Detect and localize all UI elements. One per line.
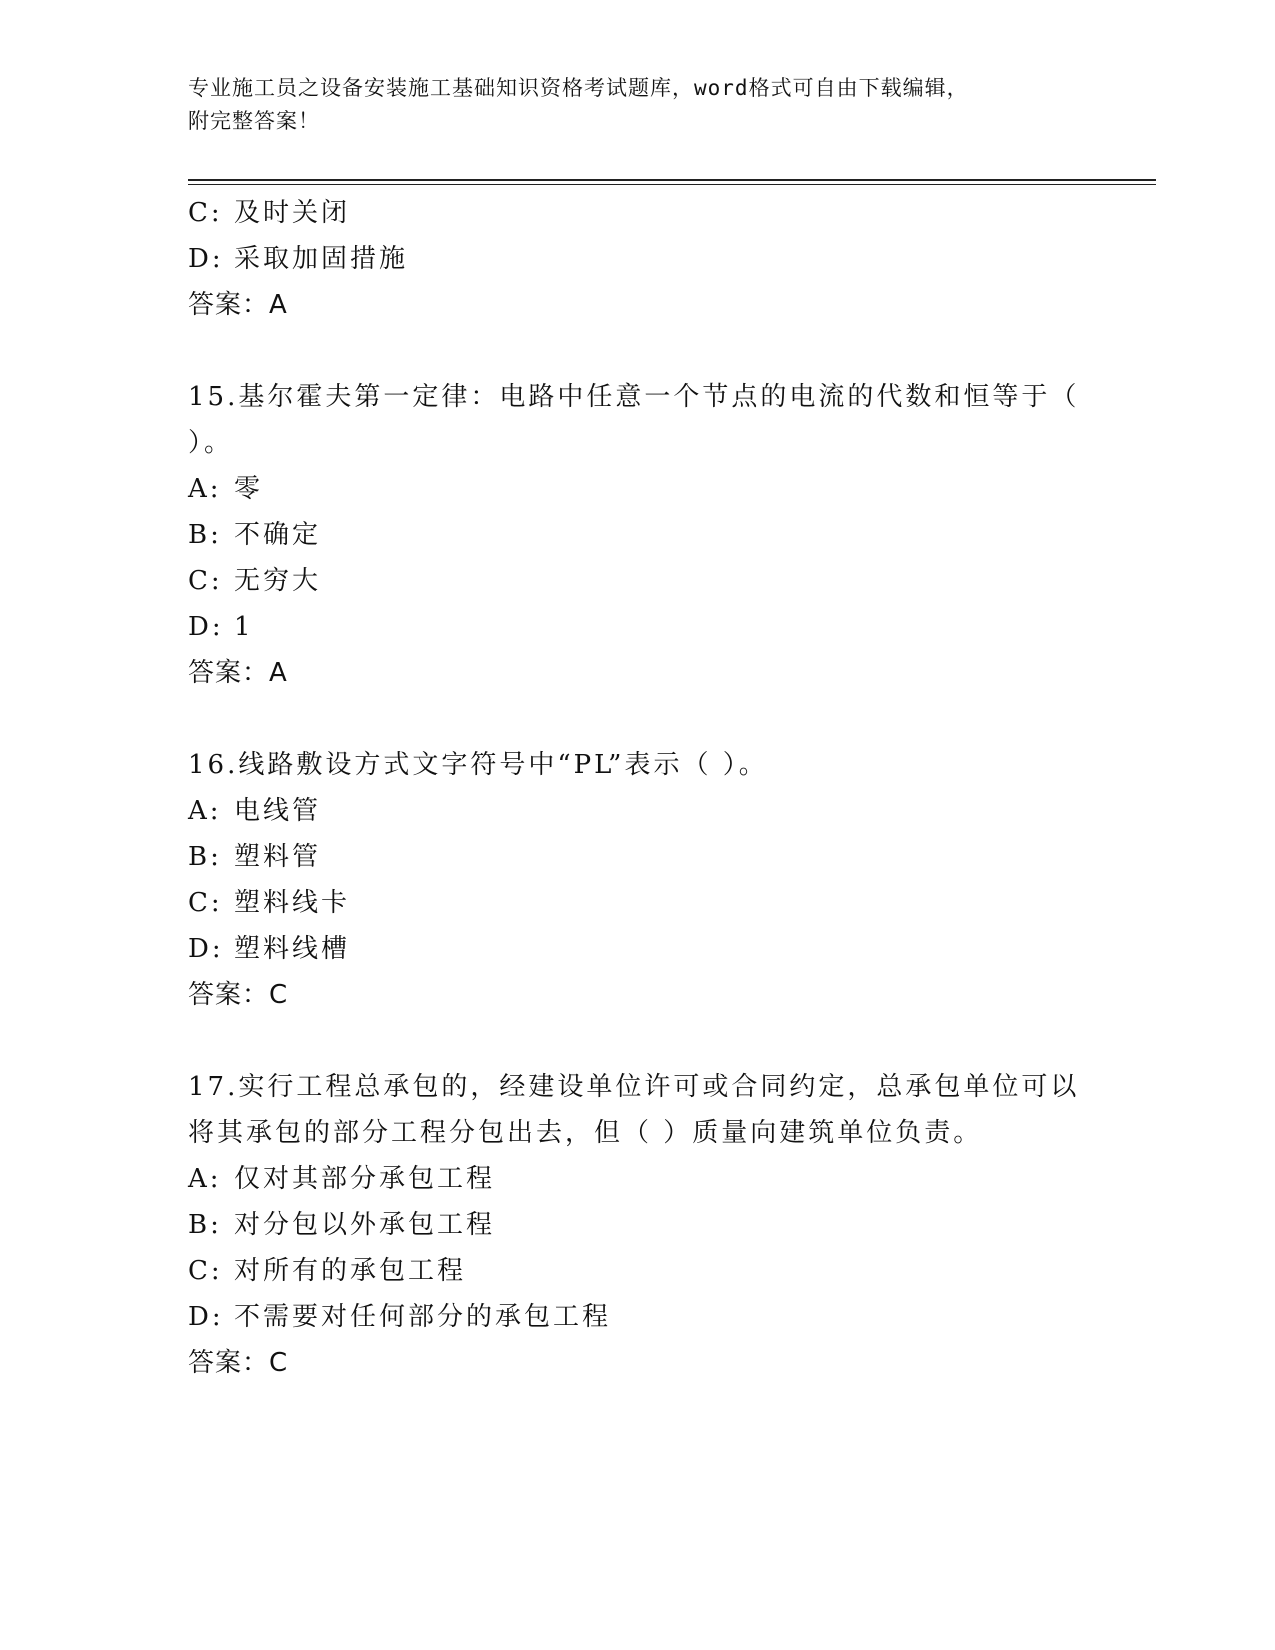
option-label: D: xyxy=(188,934,224,964)
option-d xyxy=(188,926,1108,972)
option-label: A: xyxy=(188,474,222,504)
question-16 xyxy=(188,742,1108,1018)
option-b xyxy=(188,1202,1108,1248)
option-text: 塑料线槽 xyxy=(234,934,351,964)
option-text: 对分包以外承包工程 xyxy=(234,1210,496,1240)
header-line-1: 专业施工员之设备安装施工基础知识资格考试题库，word格式可自由下载编辑， xyxy=(188,76,969,100)
option-d xyxy=(188,1294,1108,1340)
option-text: 采取加固措施 xyxy=(234,244,409,274)
option-c xyxy=(188,558,1108,604)
header-divider-thick xyxy=(188,179,1156,181)
option-c xyxy=(188,1248,1108,1294)
question-14-tail xyxy=(188,190,1108,328)
option-a xyxy=(188,1156,1108,1202)
option-label: D: xyxy=(188,612,224,642)
question-stem: 15.基尔霍夫第一定律：电路中任意一个节点的电流的代数和恒等于（ xyxy=(188,382,1080,412)
option-text: 仅对其部分承包工程 xyxy=(234,1164,496,1194)
answer-line: 答案：A xyxy=(188,658,288,688)
answer-line: 答案：A xyxy=(188,290,288,320)
option-label: B: xyxy=(188,842,222,872)
option-label: A: xyxy=(188,1164,222,1194)
option-b xyxy=(188,512,1108,558)
option-text: 1 xyxy=(234,612,254,642)
option-text: 对所有的承包工程 xyxy=(234,1256,467,1286)
page-header xyxy=(188,72,1068,138)
question-17 xyxy=(188,1064,1108,1386)
option-d xyxy=(188,604,1108,650)
question-spacer xyxy=(188,696,1108,742)
option-label: B: xyxy=(188,520,222,550)
question-spacer xyxy=(188,1018,1108,1064)
option-c xyxy=(188,190,1108,236)
option-label: B: xyxy=(188,1210,222,1240)
option-c xyxy=(188,880,1108,926)
question-15 xyxy=(188,374,1108,696)
question-stem-continued: 将其承包的部分工程分包出去，但（ ）质量向建筑单位负责。 xyxy=(188,1118,983,1148)
option-text: 无穷大 xyxy=(234,566,322,596)
option-d xyxy=(188,236,1108,282)
option-text: 不确定 xyxy=(234,520,322,550)
question-spacer xyxy=(188,328,1108,374)
option-label: A: xyxy=(188,796,222,826)
question-content xyxy=(188,190,1108,1386)
header-line-2: 附完整答案！ xyxy=(188,109,320,133)
answer-line: 答案：C xyxy=(188,980,289,1010)
answer-line: 答案：C xyxy=(188,1348,289,1378)
option-label: C: xyxy=(188,888,223,918)
question-stem-continued: ）。 xyxy=(188,428,234,458)
option-label: D: xyxy=(188,244,224,274)
option-text: 塑料管 xyxy=(234,842,322,872)
option-label: C: xyxy=(188,566,223,596)
option-text: 塑料线卡 xyxy=(234,888,351,918)
option-text: 及时关闭 xyxy=(234,198,351,228)
question-stem: 17.实行工程总承包的，经建设单位许可或合同约定，总承包单位可以 xyxy=(188,1072,1080,1102)
option-a xyxy=(188,788,1108,834)
option-label: C: xyxy=(188,1256,223,1286)
option-b xyxy=(188,834,1108,880)
option-text: 零 xyxy=(234,474,264,504)
option-label: C: xyxy=(188,198,223,228)
option-label: D: xyxy=(188,1302,224,1332)
option-a xyxy=(188,466,1108,512)
option-text: 电线管 xyxy=(234,796,322,826)
header-divider-thin xyxy=(188,184,1156,185)
option-text: 不需要对任何部分的承包工程 xyxy=(234,1302,612,1332)
question-stem: 16.线路敷设方式文字符号中“PL”表示（ ）。 xyxy=(188,750,768,780)
